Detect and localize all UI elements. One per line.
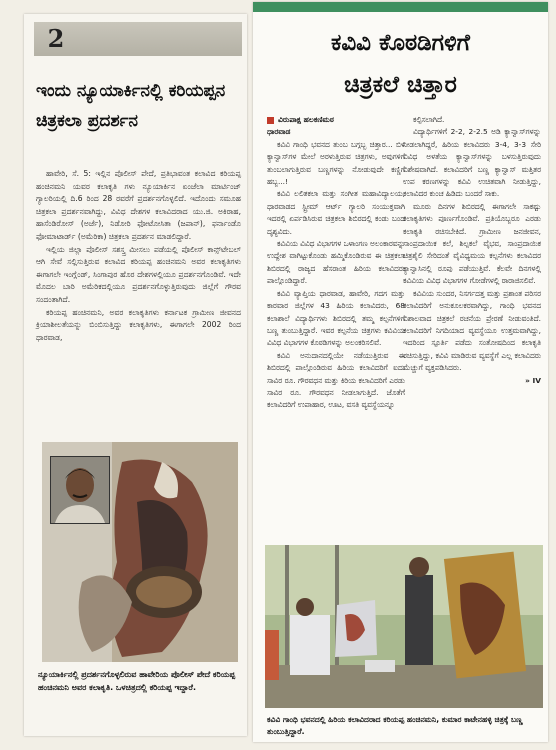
right-headline-line1: ಕವಿವಿ ಕೊಠಡಿಗಳಿಗೆ [331,30,470,56]
section-header-bar [34,22,242,56]
continued-marker: » IV [525,375,541,385]
right-headline [253,22,548,106]
workshop-photo [265,545,543,708]
left-news-clipping [24,14,247,736]
right-headline-line2: ಚಿತ್ರಕಲೆ ಚಿತ್ತಾರ [344,72,457,98]
left-headline: ಇಂದು ನ್ಯೂಯಾರ್ಕಿನಲ್ಲಿ ಕರಿಯಪ್ಪನ ಚಿತ್ರಕಲಾ ಪ್ರದರ್ಶನ [36,81,226,131]
byline-marker-icon [267,117,274,124]
right-paragraph: ಮೂರು ದಿನಗಳ ಶಿಬಿರದಲ್ಲಿ ಈಗಾಗಲೇ ಸಾಕಷ್ಟು ಕಲಾಕೃತಿಗಳು ಪೂರ್ಣಗೊಂಡಿವೆ. ಪ್ರತಿಯೊಬ್ಬರೂ ಎರಡು ಕಲಾಕೃತಿ ರಚಿಸಬೇಕಿದೆ. ಗ್ರಾಮೀಣ ಜನಜೀವನ, ಸಾಂಪ್ರದಾಯಿಕ ಕಲೆ, ಶಿಲ್ಪಕಲೆ ವೈಭವ, ಸಾಂಪ್ರದಾಯಿಕ ಚಿತ್ರಶೈಲಿ ಸೇರಿದಂತೆ ವೈವಿಧ್ಯಮಯ ಕಲ್ಪನೆಗಳು ಕಲಾವಿದರ ಕ್ಯಾನ್ವಾಸಿನಲ್ಲಿ ರೂಪು ಪಡೆಯುತ್ತಿವೆ. ಕೆಲವೇ ದಿನಗಳಲ್ಲಿ ಕವಿವಿಯ ವಿವಿಧ ವಿಭಾಗಗಳ ಗೋಡೆಗಳಲ್ಲಿ ರಾರಾಜಿಸಲಿವೆ. [403,201,541,286]
right-photo-caption: ಕವಿವಿ ಗಾಂಧಿ ಭವನದಲ್ಲಿ ಹಿರಿಯ ಕಲಾವಿದರಾದ ಕರಿಯಪ್ಪ ಹಂಚಿನಮನಿ, ಕುಮಾರ ಕಾಟೇನಹಳ್ಳಿ ಚಿತ್ರಕ್ಕೆ ಬಣ್ಣ ತುಂಬುತ್ತಿದ್ದಾರೆ. [267,715,523,736]
right-paragraph: ಕವಿವಿ ಗಾಂಧಿ ಭವನದ ತುಂಬ ಬಗ್ಗಬ್ಬ ಚಿತ್ತಾರ... ಬಿಳಿ ಕ್ಯಾನ್ವಾಸ್‌ಗಳ ಮೇಲೆ ಅರಳುತ್ತಿರುವ ಚಿತ್ರಗಳು, ಅವುಗಳಿಗೆ ತುಂಬಲಾಗುತ್ತಿರುವ ಬಣ್ಣಗಳನ್ನು ನೋಡುವುದೇ ಕಣ್ಣಿಗೆ ಹಬ್ಬ...! [267,139,405,187]
byline-name: ವಿರುಪಾಕ್ಷ ಹಲಕಣಿಮಠ [278,115,334,124]
left-paragraph: ಹಾವೇರಿ, ಸೆ. 5: ಇಲ್ಲಿನ ಪೊಲೀಸ್ ಪೇದೆ, ಪ್ರತಿಭಾವಂತ ಕಲಾವಿದ ಕರಿಯಪ್ಪ ಹಂಚಿನಮನಿ ಯವರ ಕಲಾಕೃತಿ ಗಳು ನ್ಯೂಯಾರ್ಕಿನ ಏಂಜೆಲಾ ಮಾರ್ಟಿಂಜ್ ಗ್ಯಾಲರಿಯಲ್ಲಿ ದಿ.6 ರಿಂದ 28 ರವರೆಗೆ ಪ್ರದರ್ಶನಗೊಳ್ಳಲಿದೆ. ಇದೊಂದು ಸಮೂಹ ಚಿತ್ರಕಲಾ ಪ್ರದರ್ಶನವಾಗಿದ್ದು, ವಿವಿಧ ದೇಶಗಳ ಕಲಾವಿದರಾದ ಯು.ಜಿ. ಅಕಿರಾಹ, ಹಾಸೆಂಡಿರೋಸ್ (ಅರ್ಜೆ), ನಿಡೋರಿ ಫೋಟೋಸಿತಾ (ಜಪಾನ್), ಫರ್ನಾಂಡೊ ಫೋಮಾಟಾರ್ಡ್ (ಅಮೆರಿಕಾ) ಚಿತ್ರಕಲಾ ಪ್ರದರ್ಶನ ಮಾಡಲಿದ್ದಾರೆ. [36,169,241,241]
dateline: ಧಾರವಾಡ [267,127,291,137]
right-paragraph: ಕವಿವಿಯ ವಿವಿಧ ವಿಭಾಗಗಳ ಒಳಾಂಗಣ ಅಲಂಕಾರವನ್ನು ಉದ್ದೇಶ ವಾಗಿಟ್ಟುಕೊಂಡು ಹಮ್ಮಿಕೊಂಡಿರುವ ಈ ಚಿತ್ರಕಲಾ ಶಿಬಿರದಲ್ಲಿ ರಾಜ್ಯದ ಹೆಸರಾಂತ ಹಿರಿಯ ಕಲಾವಿದರು ಪಾಲ್ಗೊಂಡಿದ್ದಾರೆ. [267,239,405,286]
right-paragraph: ಕವಿವಿ ಲಲಿತಕಲಾ ಮತ್ತು ಸಂಗೀತ ಮಹಾವಿದ್ಯಾಲಯ, ಧಾರವಾಡದ ಸ್ಟ್ರೀಮ್ ಆರ್ಟ್ ಗ್ಯಾಲರಿ ಸಂಯುಕ್ತವಾಗಿ ಇದರಲ್ಲಿ ಏರ್ಪಡಿಸಿರುವ ಚಿತ್ರಕಲಾ ಶಿಬಿರದಲ್ಲಿ ಕಂಡು ಬಂದ ದೃಶ್ಯವಿದು. [267,189,405,236]
left-paragraph: ಕರಿಯಪ್ಪ ಹಂಚಿನಮನಿ, ಅವರ ಕಲಾಕೃತಿಗಳು ಕರ್ನಾಟಕ ಗ್ರಾಮೀಣ ಜೀವನದ ಕ್ರಿಯಾಶೀಲತೆಯನ್ನು ಬಿಂಬಿಸುತ್ತಿದ್ದು ಕಲಾಕೃತಿಗಳು, ಈಗಾಗಲೇ 2002 ರಿಂದ ಧಾರವಾಡ, [36,307,241,342]
section-number: 2 [47,24,65,53]
left-article-body [36,168,241,344]
right-paragraph: ವಿದ್ಯಾರ್ಥಿಗಳಿಗೆ 2-2, 2-2.5 ಅಡಿ ಕ್ಯಾನ್ವಾಸ್‌ಗಳನ್ನು ನೀಡಲಾಗಿದ್ದರೆ, ಹಿರಿಯ ಕಲಾವಿದರು 3-4, 3-3 ಸೇರಿ ವಿವಿಧ ಅಳತೆಯ ಕ್ಯಾನ್ವಾಸ್‌ಗಳನ್ನು ಬಳಸುತ್ತಿರುವುದು ವಿಶೇಷವಾಗಿದೆ. ಕಲಾವಿದರಿಗೆ ಬಣ್ಣ ಕ್ಯಾನ್ವಾಸ್ ಮತ್ತಿತರ ಉಪ ಕರಣಗಳನ್ನು ಕವಿವಿ ಉಚಿತವಾಗಿ ನೀಡುತ್ತಿದ್ದು, ಕಲಾವಿದರ ಕುಂಚ ಹಿಡಿದು ಬಂದರೆ ಸಾಕು. [403,127,541,199]
right-news-clipping [253,2,548,742]
left-photo-caption: ನ್ಯೂಯಾರ್ಕಿನಲ್ಲಿ ಪ್ರದರ್ಶನಗೊಳ್ಳಲಿರುವ ಹಾವೇರಿಯ ಪೊಲೀಸ್ ಪೇದೆ ಕರಿಯಪ್ಪ ಹಂಚಿನಮನಿ ಅವರ ಕಲಾಕೃತಿ. ಒಳಚಿತ್ರದಲ್ಲಿ ಕರಿಯಪ್ಪ ಇದ್ದಾರೆ. [38,670,236,692]
masthead-band [253,2,548,12]
right-paragraph: ಕಲ್ಪಿಸಲಾಗಿದೆ. [413,115,445,124]
right-column-1 [267,114,405,412]
artist-portrait [50,456,110,524]
right-column-2 [403,114,541,387]
byline [267,114,405,126]
left-paragraph: ಇಲ್ಲಿಯ ಜಿಲ್ಲಾ ಪೊಲೀಸ್ ಸಶಸ್ತ್ರ ಮೀಸಲು ಪಡೆಯಲ್ಲಿ ಪೊಲೀಸ್ ಕಾನ್ಸ್‌ಟೇಬಲ್ ಆಗಿ ಸೇವೆ ಸಲ್ಲಿಸುತ್ತಿರುವ ಕಲಾವಿದ ಕರಿಯಪ್ಪ ಹಂಚಿನಮನಿ ಅವರ ಕಲಾಕೃತಿಗಳು ಈಗಾಗಲೇ ಇಂಗ್ಲೆಂಡ್, ಸಿಂಗಾಪುರ ಹೊರ ದೇಶಗಳಲ್ಲಿಯೂ ಪ್ರದರ್ಶನಗೊಂಡಿವೆ. ಇದೇ ಮೊದಲ ಬಾರಿ ಅಮೆರಿಕದಲ್ಲಿಯೂ ಪ್ರದರ್ಶನಗೊಳ್ಳುತ್ತಿರುವುದು ಜಿಲ್ಲೆಗೆ ಗೌರವ ಸಂದಂತಾಗಿದೆ. [36,244,241,304]
painting-photo [42,442,238,662]
right-paragraph: ಕವಿವಿಯ ಸುಂದರ, ನಿಸರ್ಗದತ್ತ ಮತ್ತು ಪ್ರಶಾಂತ ಪರಿಸರ ಕಲಾವಿದರಿಗೆ ಅನುಕೂಲಕರವಾಗಿದ್ದು, ಗಾಂಧಿ ಭವನದ ವಿಶಾಲವಾದ ಚಿತ್ರಕಲೆ ರಚನೆಯ ಪ್ರೇರಣೆ ನೀಡುವಂತಿದೆ. ಕಲಾವಿದರಿಗೆ ನಿಗದಿಯಾದ ವ್ಯವಸ್ಥೆಯೂ ಉತ್ತಮವಾಗಿದ್ದು, ಇದರಿಂದ ಸ್ಪೂರ್ತಿ ಪಡೆದು ಸಂತೋಷದಿಂದ ಕಲಾಕೃತಿ ರಚಿಸುತ್ತಿದ್ದು, ಕವಿವಿ ಮಾಡಿರುವ ವ್ಯವಸ್ಥೆಗೆ ಎಲ್ಲ ಕಲಾವಿದರು ಮೆಚ್ಚುಗೆ ವ್ಯಕ್ತಪಡಿಸಿದರು. [403,288,541,373]
right-paragraph: ಕವಿವಿ ವ್ಯಾಪ್ತಿಯ ಧಾರವಾಡ, ಹಾವೇರಿ, ಗದಗ ಮತ್ತು ಕಾರವಾರ ಜಿಲ್ಲೆಗಳ 43 ಹಿರಿಯ ಕಲಾವಿದರು, 68 ಕಲಾಶಾಲೆ ವಿದ್ಯಾರ್ಥಿಗಳು ಶಿಬಿರದಲ್ಲಿ ತಮ್ಮ ಕಲ್ಪನೆಗಳಿಗೆ ಬಣ್ಣ ತುಂಬುತ್ತಿದ್ದಾರೆ. ಇವರ ಕಲ್ಪನೆಯ ಚಿತ್ರಗಳು ಕವಿವಿಯ ವಿವಿಧ ವಿಭಾಗಗಳ ಕೊಠಡಿಗಳನ್ನು ಅಲಂಕರಿಸಲಿವೆ. [267,288,405,348]
right-paragraph: ಕವಿವಿ ಅನುದಾನದಲ್ಲಿಯೇ ನಡೆಯುತ್ತಿರುವ ಈ ಶಿಬಿರದಲ್ಲಿ ಪಾಲ್ಗೊಂಡಿರುವ ಹಿರಿಯ ಕಲಾವಿದರಿಗೆ ಐದು ಸಾವಿರ ರೂ. ಗೌರವಧನ ಮತ್ತು ಕಿರಿಯ ಕಲಾವಿದರಿಗೆ ಎರಡು ಸಾವಿರ ರೂ. ಗೌರವಧನ ನೀಡಲಾಗುತ್ತಿದೆ. ಜೊತೆಗೆ ಕಲಾವಿದರಿಗೆ ಉಪಾಹಾರ, ಊಟ, ವಸತಿ ವ್ಯವಸ್ಥೆಯನ್ನೂ [267,350,405,410]
workshop-scene [265,545,543,708]
